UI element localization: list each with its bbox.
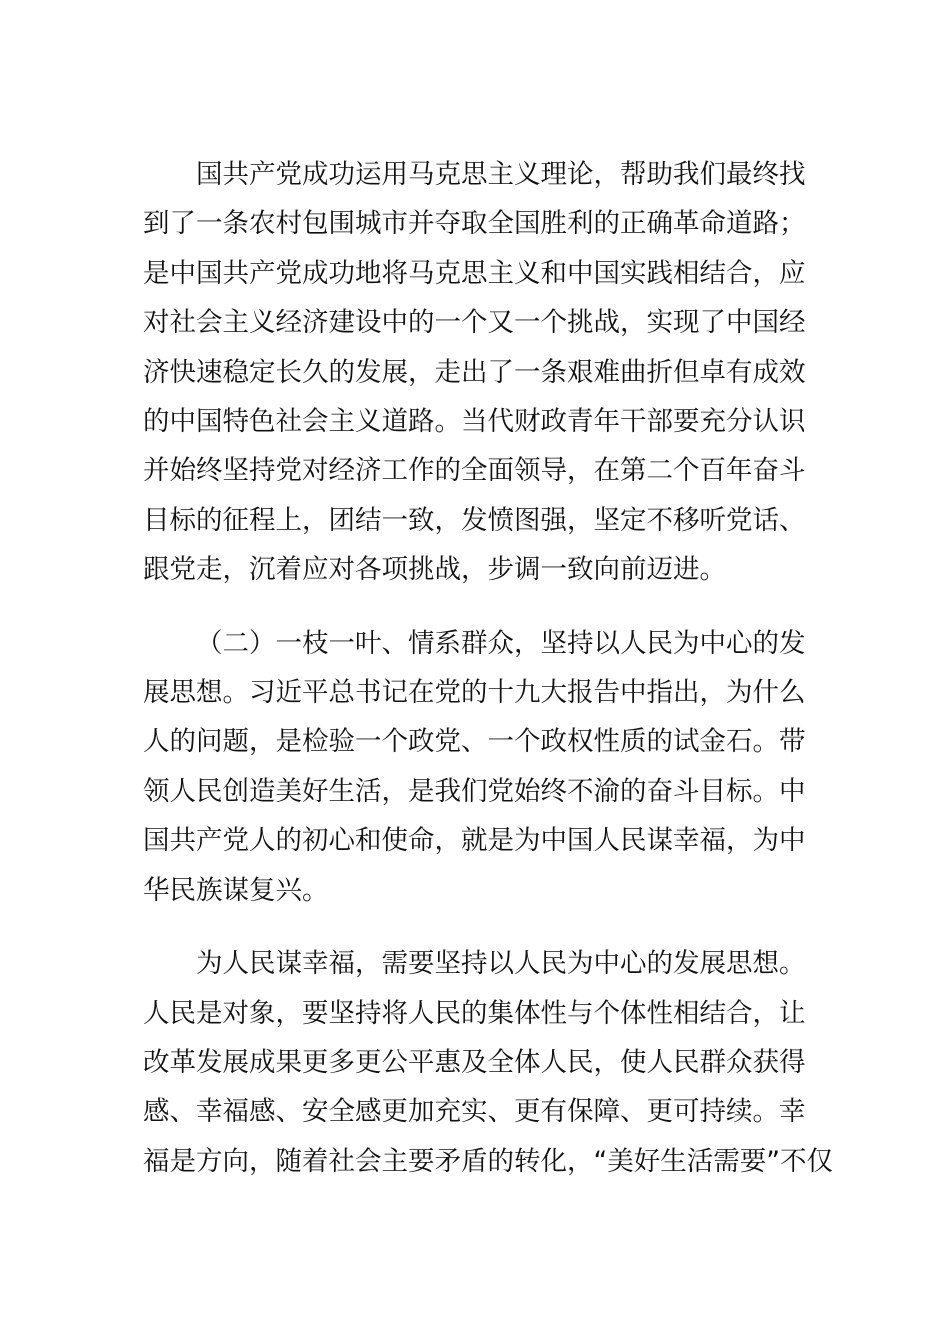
- text-line: 是中国共产党成功地将马克思主义和中国实践相结合，应: [143, 257, 806, 289]
- text-line: 领人民创造美好生活，是我们党始终不渝的奋斗目标。中: [143, 775, 806, 807]
- text-line: 对社会主义经济建设中的一个又一个挑战，实现了中国经: [143, 307, 806, 339]
- paragraph-2: [143, 619, 811, 915]
- document-body: [143, 150, 833, 1186]
- text-line: 人民是对象，要坚持将人民的集体性与个体性相结合，让: [143, 997, 806, 1029]
- paragraph-3: [143, 939, 833, 1186]
- text-line: 为人民谋幸福，需要坚持以人民为中心的发展思想。: [196, 948, 806, 980]
- text-line: 的中国特色社会主义道路。当代财政青年干部要充分认识: [143, 406, 806, 438]
- text-line: 展思想。习近平总书记在党的十九大报告中指出，为什么: [143, 677, 806, 709]
- text-line: 济快速稳定长久的发展，走出了一条艰难曲折但卓有成效: [143, 356, 806, 388]
- text-line: 感、幸福感、安全感更加充实、更有保障、更可持续。幸: [143, 1096, 806, 1128]
- text-line: （二）一枝一叶、情系群众，坚持以人民为中心的发: [196, 627, 806, 659]
- text-line: 华民族谋复兴。: [143, 874, 329, 906]
- text-line: 跟党走，沉着应对各项挑战，步调一致向前迈进。: [143, 554, 726, 586]
- text-line: 目标的征程上，团结一致，发愤图强，坚定不移听党话、: [143, 504, 806, 536]
- text-line: 国共产党人的初心和使命，就是为中国人民谋幸福，为中: [143, 825, 806, 857]
- text-line: 福是方向，随着社会主要矛盾的转化，“美好生活需要”不仅: [143, 1145, 833, 1177]
- text-line: 改革发展成果更多更公平惠及全体人民，使人民群众获得: [143, 1046, 806, 1078]
- paragraph-1: [143, 150, 811, 595]
- text-line: 国共产党成功运用马克思主义理论，帮助我们最终找: [196, 159, 806, 190]
- text-line: 并始终坚持党对经济工作的全面领导，在第二个百年奋斗: [143, 455, 806, 487]
- text-line: 到了一条农村包围城市并夺取全国胜利的正确革命道路；: [143, 208, 806, 240]
- text-line: 人的问题，是检验一个政党、一个政权性质的试金石。带: [143, 726, 806, 758]
